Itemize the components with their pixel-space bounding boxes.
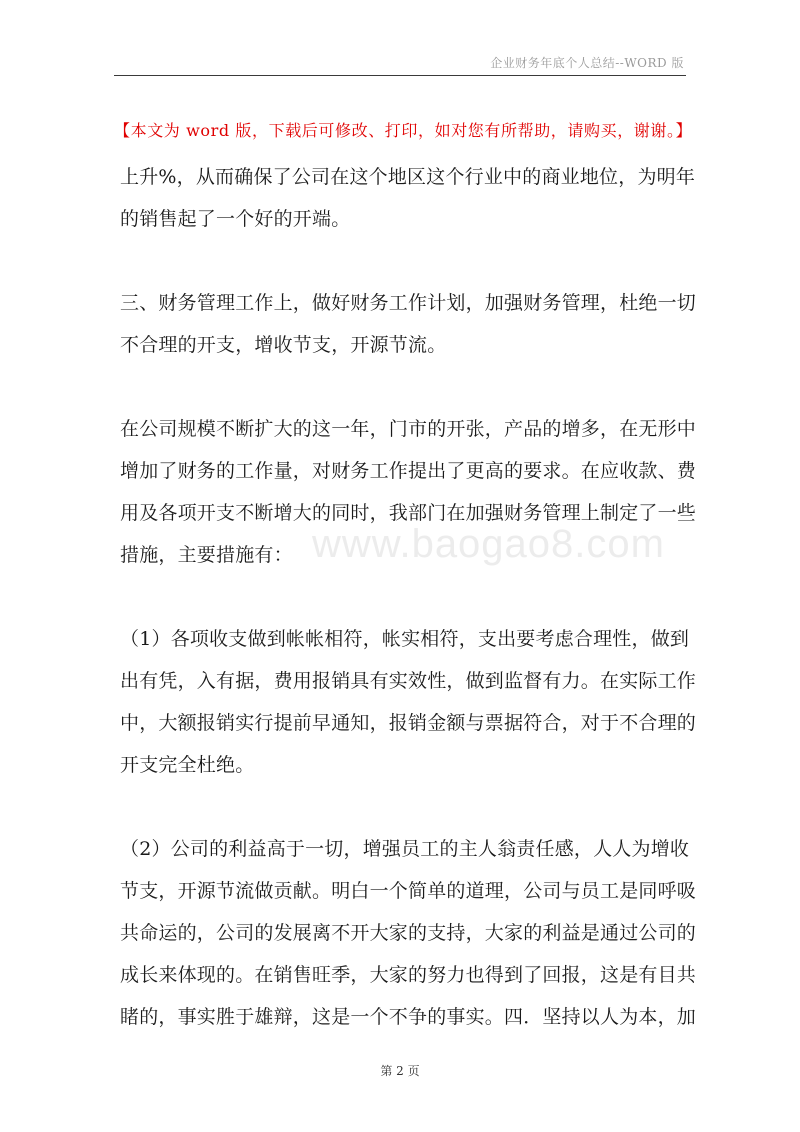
text-line: （1）各项收支做到帐帐相符，帐实相符，支出要考虑合理性，做到 <box>120 628 690 650</box>
text-line: 的销售起了一个好的开端。 <box>120 208 351 230</box>
text-line: 增加了财务的工作量，对财务工作提出了更高的要求。在应收款、费 <box>120 460 697 482</box>
text-line: 出有凭，入有据，费用报销具有实效性，做到监督有力。在实际工作 <box>120 670 697 692</box>
header-divider <box>114 75 686 76</box>
page-header-title: 企业财务年底个人总结--WORD 版 <box>490 56 684 70</box>
text-line: （2）公司的利益高于一切，增强员工的主人翁责任感，人人为增收 <box>120 838 690 860</box>
text-line: 在公司规模不断扩大的这一年，门市的开张，产品的增多，在无形中 <box>120 418 697 440</box>
paragraph-3 <box>120 408 697 576</box>
text-line: 用及各项开支不断增大的同时，我部门在加强财务管理上制定了一些 <box>120 502 697 524</box>
watermark: www.baogao8.com <box>312 522 665 566</box>
text-line: 不合理的开支，增收节支，开源节流。 <box>120 334 447 356</box>
paragraph-4 <box>120 618 697 786</box>
page-number: 第 2 页 <box>380 1064 420 1078</box>
text-line: 开支完全杜绝。 <box>120 754 255 776</box>
paragraph-2 <box>120 282 697 366</box>
text-line: 中，大额报销实行提前早通知，报销金额与票据符合，对于不合理的 <box>120 712 697 734</box>
document-body <box>120 156 697 1080</box>
text-line: 成长来体现的。在销售旺季，大家的努力也得到了回报，这是有目共 <box>120 964 697 986</box>
text-line: 三、财务管理工作上，做好财务工作计划，加强财务管理，杜绝一切 <box>120 292 697 314</box>
text-line: 上升%，从而确保了公司在这个地区这个行业中的商业地位，为明年 <box>120 166 696 188</box>
text-line: 共命运的，公司的发展离不开大家的支持，大家的利益是通过公司的 <box>120 922 697 944</box>
paragraph-1 <box>120 156 696 240</box>
text-line: 措施，主要措施有： <box>120 544 293 566</box>
paragraph-5 <box>120 828 697 1038</box>
purchase-notice: 【本文为 word 版，下载后可修改、打印，如对您有所帮助，请购买，谢谢。】 <box>114 121 693 140</box>
text-line: 睹的，事实胜于雄辩，这是一个不争的事实。四．坚持以人为本，加 <box>120 1006 697 1028</box>
text-line: 节支，开源节流做贡献。明白一个简单的道理，公司与员工是同呼吸 <box>120 880 697 902</box>
